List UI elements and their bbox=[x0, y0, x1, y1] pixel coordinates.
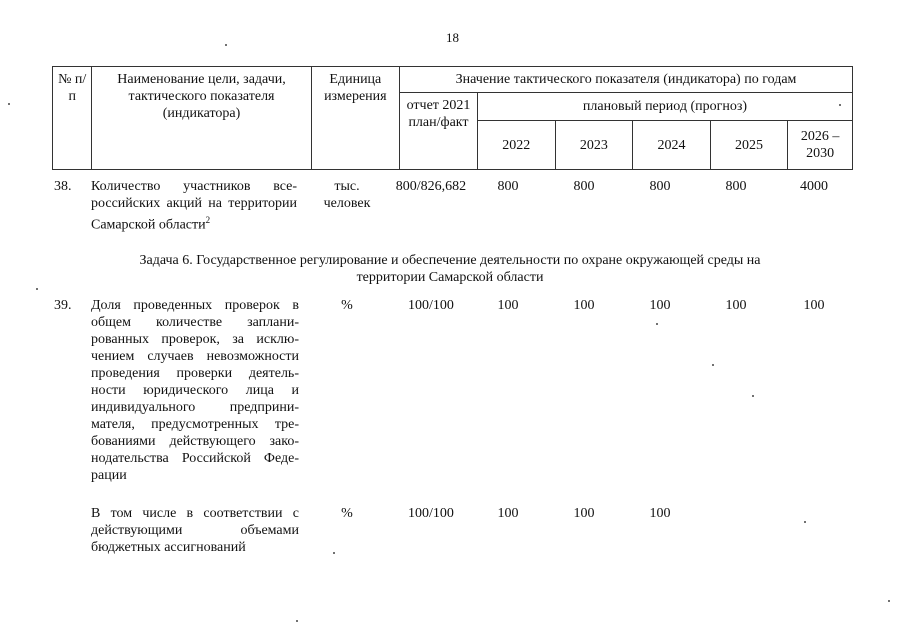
row-name: В том числе в соответствии с действующими объемами бюджетных ассигнований bbox=[91, 506, 299, 555]
task-heading: Задача 6. Государственное регулирование и обеспечение деятельности по охране окружающей среды на территории Самарской области bbox=[139, 253, 761, 285]
row-unit: % bbox=[341, 506, 353, 521]
row-value: 800 bbox=[573, 179, 595, 194]
row-value: 100 bbox=[803, 298, 825, 313]
row-report: 100/100 bbox=[408, 298, 454, 313]
page-number: 18 bbox=[446, 30, 459, 45]
row-value: 800 bbox=[725, 179, 747, 194]
row-number: 38. bbox=[54, 179, 72, 194]
scan-speck bbox=[839, 104, 841, 106]
row-value: 100 bbox=[649, 298, 671, 313]
row-name: Доля проведенных проверок в общем количестве запланированных проверок, за исключением случаев невозможности проведения проверки деятельности юридического лица и индивидуального предпринимателя, предусмотренных требованиями действующего законодательства Российской Федерации bbox=[91, 298, 299, 483]
row-unit: % bbox=[341, 298, 353, 313]
header-num: № п/п bbox=[53, 67, 92, 170]
header-report: отчет 2021 план/факт bbox=[400, 93, 478, 170]
header-values: Значение тактического показателя (индикатора) по годам bbox=[400, 67, 853, 93]
row-report: 800/826,682 bbox=[395, 179, 467, 194]
header-name: Наименование цели, задачи, тактического показателя (индикатора) bbox=[92, 67, 311, 170]
header-year: 2025 bbox=[710, 121, 788, 170]
row-value: 100 bbox=[497, 506, 519, 521]
scan-speck bbox=[36, 288, 38, 290]
scan-speck bbox=[752, 395, 754, 397]
row-report: 100/100 bbox=[408, 506, 454, 521]
footnote-mark: 2 bbox=[205, 215, 211, 225]
header-year: 2023 bbox=[555, 121, 633, 170]
header-plan: плановый период (прогноз) bbox=[477, 93, 852, 121]
row-name: Количество участников всероссийских акций на территории Самарской области$^2$ bbox=[91, 179, 297, 233]
row-value: 800 bbox=[497, 179, 519, 194]
scan-speck bbox=[8, 103, 10, 105]
row-value: 100 bbox=[573, 298, 595, 313]
scan-speck bbox=[888, 600, 890, 602]
scan-speck bbox=[296, 620, 298, 622]
scan-speck bbox=[333, 552, 335, 554]
row-value: 100 bbox=[497, 298, 519, 313]
header-year: 2024 bbox=[633, 121, 711, 170]
row-value: 4000 bbox=[800, 179, 828, 194]
header-year: 2026 – 2030 bbox=[788, 121, 853, 170]
row-number: 39. bbox=[54, 298, 72, 313]
scan-speck bbox=[804, 521, 806, 523]
row-value: 100 bbox=[649, 506, 671, 521]
scan-speck bbox=[712, 364, 714, 366]
table-header bbox=[52, 66, 853, 170]
scan-speck bbox=[656, 323, 658, 325]
row-value: 800 bbox=[649, 179, 671, 194]
row-unit: тыс. человек bbox=[323, 179, 371, 211]
header-unit: Единица измерения bbox=[311, 67, 399, 170]
row-value: 100 bbox=[573, 506, 595, 521]
scan-speck bbox=[225, 44, 227, 46]
header-year: 2022 bbox=[477, 121, 555, 170]
row-value: 100 bbox=[725, 298, 747, 313]
